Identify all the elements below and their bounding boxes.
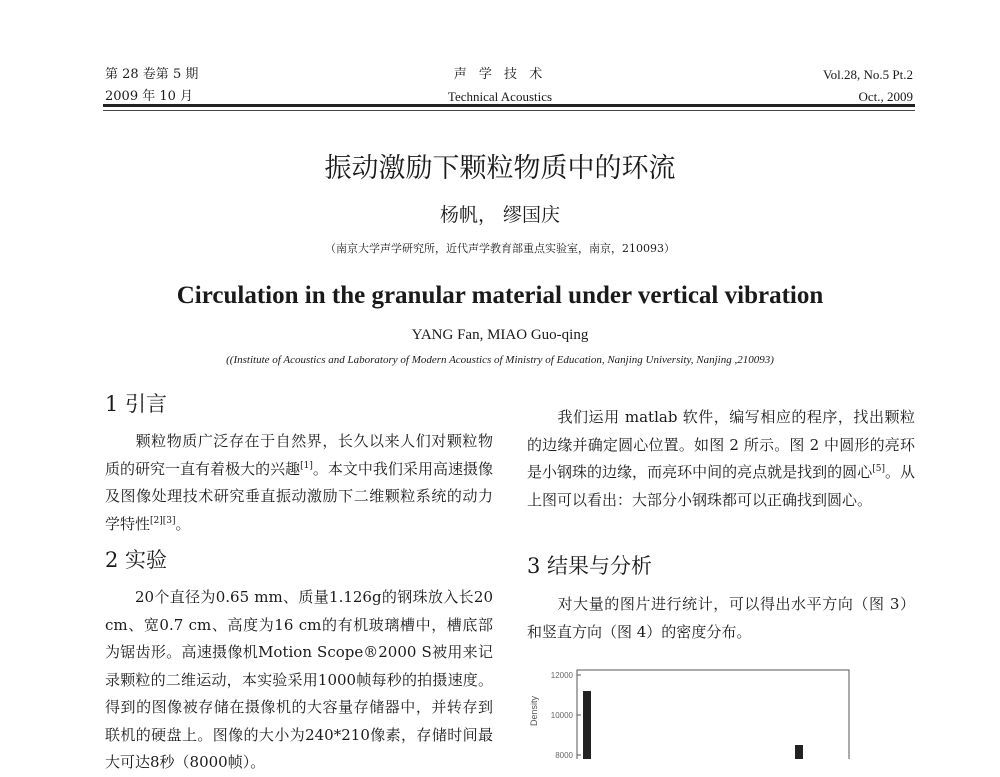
chart-frame [577, 670, 849, 759]
method-text-a: 我们运用 matlab 软件，编写相应的程序，找出颗粒的边缘并确定圆心位置。如图 2 所示。图 2 中圆形的亮环是小钢珠的边缘，而亮环中间的亮点就是找到的圆心 [527, 408, 915, 481]
header-issue: 第 28 卷第 5 期 [105, 67, 199, 82]
paper-title-en: Circulation in the granular material under vertical vibration [176, 282, 824, 309]
section-heading-results: 3 结果与分析 [527, 554, 653, 578]
chart-ylabel: Density [529, 695, 539, 726]
citation-2-3: [2][3] [150, 515, 176, 526]
header-date-en: Oct., 2009 [858, 89, 913, 104]
affiliation-en: ((Institute of Acoustics and Laboratory of Modern Acoustics of Ministry of Education, Nanjing University, Nanjing ,210093) [226, 354, 774, 366]
chart-bar-left [583, 691, 591, 759]
intro-text-a: 颗粒物质广泛存在于自然界，长久以来人们对颗粒物质的研究一直有着极大的兴趣 [105, 432, 493, 478]
chart-ytick-label: 12000 [550, 671, 573, 680]
citation-1: [1] [300, 460, 313, 471]
paper-title-cn: 振动激励下颗粒物质中的环流 [324, 153, 676, 184]
experiment-paragraph [105, 584, 493, 777]
method-paragraph [527, 404, 915, 514]
authors-cn: 杨帆， 缪国庆 [439, 204, 561, 226]
chart-bar-right [795, 745, 803, 759]
section-heading-intro: 1 引言 [105, 392, 168, 416]
intro-paragraph [105, 428, 493, 538]
intro-text-c: 。 [175, 514, 191, 533]
chart-ytick-label: 8000 [555, 751, 573, 759]
header-rule-thin [103, 110, 915, 111]
affiliation-cn: （南京大学声学研究所，近代声学教育部重点实验室，南京，210093） [325, 242, 675, 255]
density-chart [527, 662, 857, 759]
intro-text-b: 。本文中我们采用高速摄像及图像处理技术研究垂直振动激励下二维颗粒系统的动力学特性 [105, 459, 493, 533]
section-heading-experiment: 2 实验 [105, 548, 168, 572]
header-volume: Vol.28, No.5 Pt.2 [822, 67, 913, 82]
results-text: 对大量的图片进行统计，可以得出水平方向（图 3）和竖直方向（图 4）的密度分布。 [527, 595, 915, 641]
journal-name-cn: 声 学 技 术 [453, 67, 547, 82]
journal-name-en: Technical Acoustics [447, 89, 553, 104]
header-date: 2009 年 10 月 [105, 89, 194, 104]
experiment-text: 20个直径为0.65 mm、质量1.126g的钢珠放入长20 cm、宽0.7 cm、高度为16 cm的有机玻璃槽中，槽底部为锯齿形。高速摄像机Motion Scope®2000 S被用来记录颗粒的二维运动，本实验采用1000帧每秒的拍摄速度。得到的图像被存储在摄像机的大容量存储器中，并转存到联机的硬盘上。图像的大小为240*210像素，存储时间最大可达8秒（8000帧）。 [105, 588, 493, 771]
density-chart-svg [527, 662, 857, 759]
chart-ytick-label: 10000 [550, 711, 573, 720]
citation-5: [5] [872, 464, 885, 474]
results-paragraph [527, 591, 915, 646]
method-text-b: 。从上图可以看出：大部分小钢珠都可以正确找到圆心。 [527, 463, 915, 509]
authors-en: YANG Fan, MIAO Guo-qing [411, 327, 589, 343]
header-rule-thick [103, 104, 915, 107]
